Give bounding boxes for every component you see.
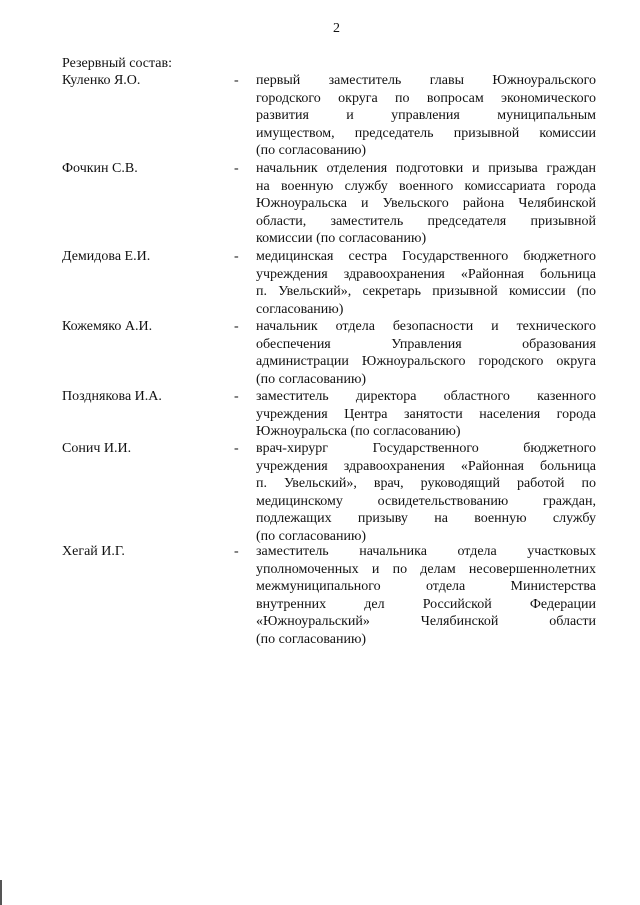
position-text-line: межмуниципального отдела Министерства	[256, 579, 596, 594]
position-text-line: учреждения здравоохранения «Районная больница	[256, 266, 596, 282]
position-text-line: обеспечения Управления образования	[256, 336, 596, 352]
member-position	[256, 160, 596, 248]
position-text-line: (по согласованию)	[256, 371, 367, 387]
position-text-line: первый заместитель главы Южноуральского	[256, 73, 596, 88]
member-position	[256, 543, 596, 648]
dash-separator: -	[234, 249, 239, 264]
position-text-line: администрации Южноуральского городского округа	[256, 354, 596, 369]
member-name: Демидова Е.И.	[62, 249, 151, 264]
member-position	[256, 440, 596, 545]
position-text-line: медицинскому освидетельствованию граждан,	[256, 493, 596, 509]
member-position	[256, 248, 596, 318]
position-text-line: учреждения Центра занятости населения города	[256, 406, 596, 422]
scan-margin-mark	[0, 880, 2, 905]
position-text-line: Южноуральска и Увельского района Челябинской	[256, 196, 596, 211]
member-name: Позднякова И.А.	[62, 389, 162, 404]
position-text-line: развития и управления муниципальным	[256, 108, 596, 123]
position-text-line: медицинская сестра Государственного бюджетного	[256, 249, 596, 264]
dash-separator: -	[234, 441, 239, 456]
member-name: Фочкин С.В.	[62, 161, 138, 176]
position-text-line: на военную службу военного комиссариата города	[256, 178, 596, 194]
dash-separator: -	[234, 319, 239, 334]
position-text-line: внутренних дел Российской Федерации	[256, 596, 596, 612]
member-position	[256, 388, 596, 441]
position-text-line: п. Увельский», секретарь призывной комиссии (по	[256, 284, 596, 299]
page-number: 2	[333, 21, 340, 36]
member-name: Хегай И.Г.	[62, 544, 125, 559]
position-text-line: заместитель директора областного казенного	[256, 389, 596, 404]
position-text-line: согласованию)	[256, 301, 344, 317]
position-text-line: подлежащих призыву на военную службу	[256, 511, 596, 526]
position-text-line: комиссии (по согласованию)	[256, 231, 427, 246]
position-text-line: учреждения здравоохранения «Районная больница	[256, 458, 596, 474]
section-title: Резервный состав:	[62, 56, 173, 71]
member-name: Кожемяко А.И.	[62, 319, 153, 334]
position-text-line: городского округа по вопросам экономического	[256, 90, 596, 106]
position-text-line: имуществом, председатель призывной комиссии	[256, 125, 596, 141]
position-text-line: уполномоченных и по делам несовершеннолетних	[256, 561, 596, 577]
member-name: Куленко Я.О.	[62, 73, 141, 88]
dash-separator: -	[234, 161, 239, 176]
position-text-line: Южноуральска (по согласованию)	[256, 424, 461, 439]
member-name: Сонич И.И.	[62, 441, 132, 456]
position-text-line: начальник отделения подготовки и призыва граждан	[256, 161, 596, 176]
position-text-line: заместитель начальника отдела участковых	[256, 544, 596, 559]
dash-separator: -	[234, 389, 239, 404]
position-text-line: «Южноуральский» Челябинской области	[256, 614, 596, 629]
position-text-line: врач-хирург Государственного бюджетного	[256, 441, 596, 456]
member-position	[256, 72, 596, 160]
position-text-line: п. Увельский», врач, руководящий работой по	[256, 476, 596, 491]
position-text-line: начальник отдела безопасности и технического	[256, 319, 596, 334]
member-position	[256, 318, 596, 388]
position-text-line: (по согласованию)	[256, 143, 367, 158]
dash-separator: -	[234, 544, 239, 559]
position-text-line: (по согласованию)	[256, 528, 367, 544]
dash-separator: -	[234, 73, 239, 88]
position-text-line: (по согласованию)	[256, 631, 367, 647]
position-text-line: области, заместитель председателя призывной	[256, 213, 596, 229]
